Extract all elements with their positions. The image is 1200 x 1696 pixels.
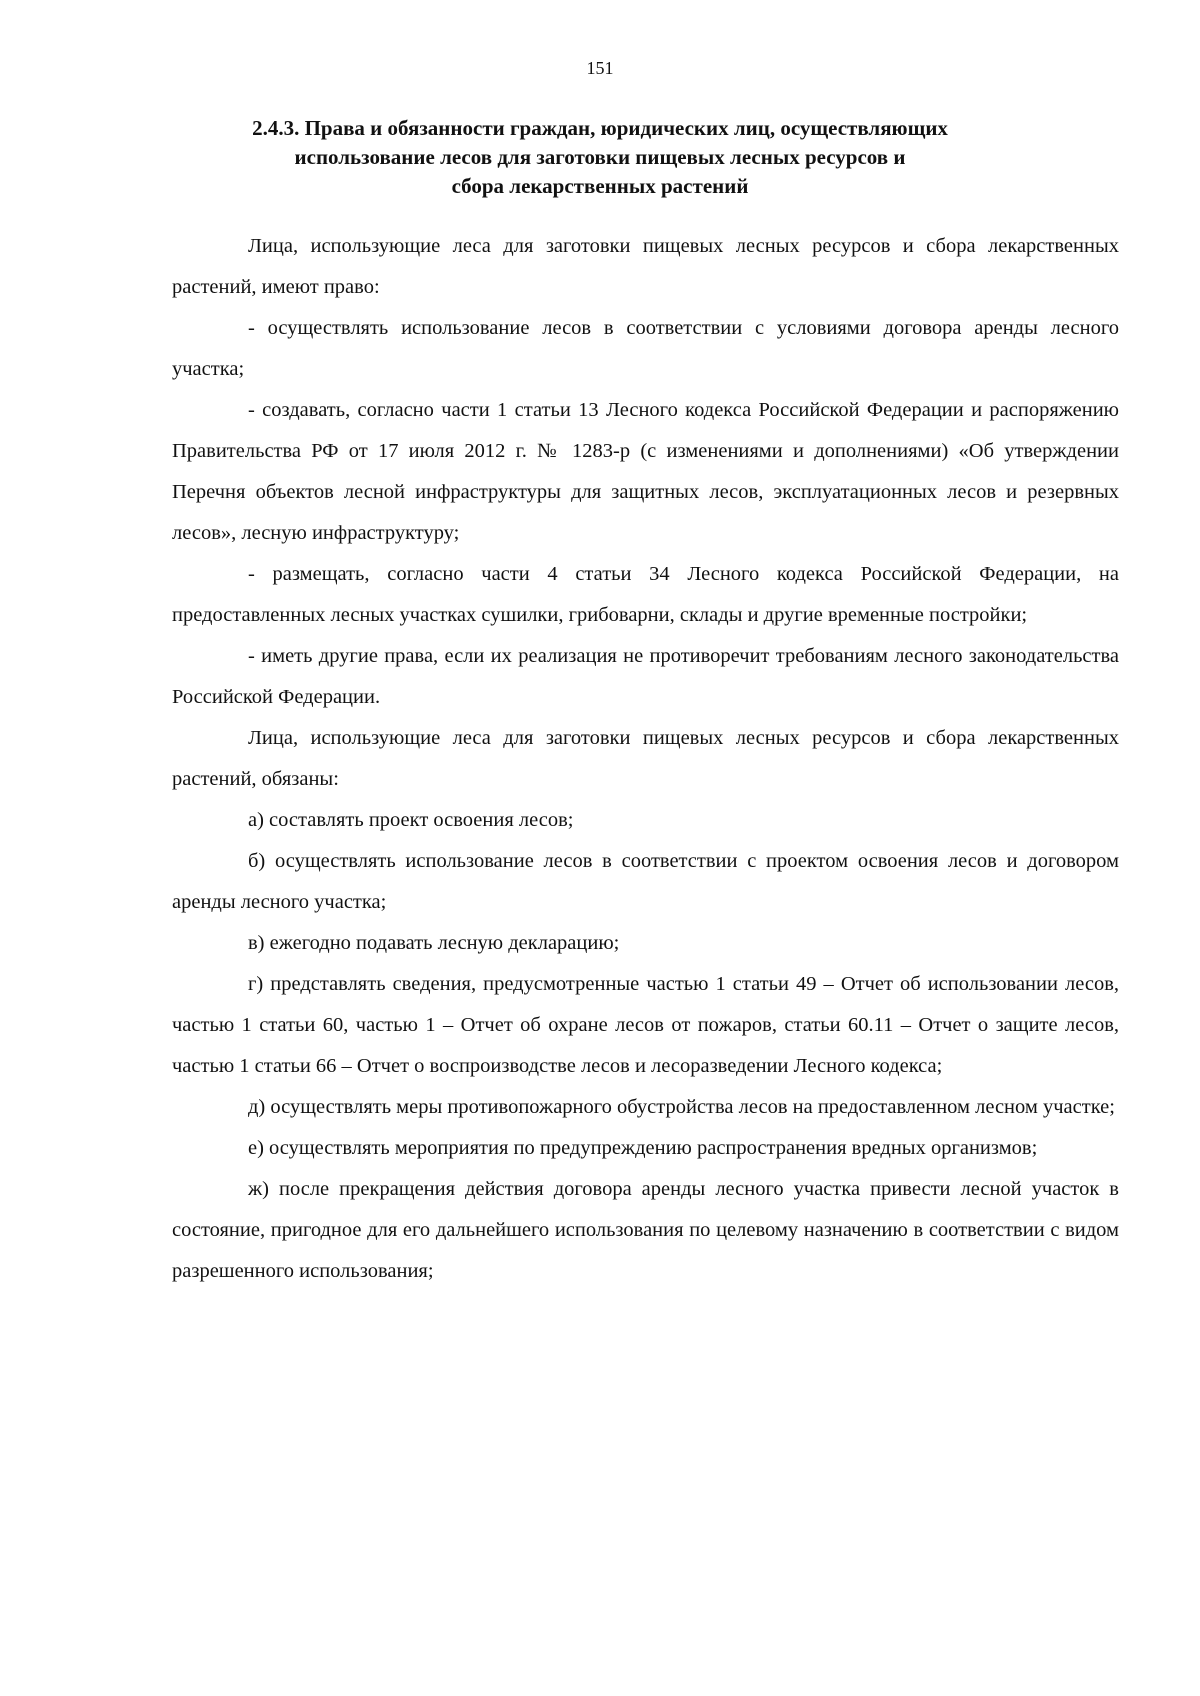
- paragraph-intro-rights: Лица, использующие леса для заготовки пищевых лесных ресурсов и сбора лекарственных растений, имеют право:: [172, 235, 1119, 298]
- section-heading-line-3: сбора лекарственных растений: [451, 174, 749, 198]
- paragraph-obligation-a: а) составлять проект освоения лесов;: [248, 809, 574, 831]
- paragraph-obligation-g: г) представлять сведения, предусмотренные частью 1 статьи 49 – Отчет об использовании лесов, частью 1 статьи 60, частью 1 – Отчет об охране лесов от пожаров, статьи 60.11 – Отчет о защите лесов, частью 1 статьи 66 – Отчет о воспроизводстве лесов и лесоразведении Лесного кодекса;: [172, 973, 1119, 1077]
- paragraph-obligation-d: д) осуществлять меры противопожарного обустройства лесов на предоставленном лесном участке;: [248, 1096, 1115, 1118]
- page-number: 151: [586, 58, 614, 78]
- section-heading-line-2: использование лесов для заготовки пищевых лесных ресурсов и: [294, 145, 906, 169]
- section-heading-line-1: 2.4.3. Права и обязанности граждан, юридических лиц, осуществляющих: [252, 116, 948, 140]
- paragraph-obligation-v: в) ежегодно подавать лесную декларацию;: [248, 932, 620, 954]
- paragraph-right-create-infrastructure: - создавать, согласно части 1 статьи 13 Лесного кодекса Российской Федерации и распоряжению Правительства РФ от 17 июля 2012 г. № 1283-р (с изменениями и дополнениями) «Об утверждении Перечня объектов лесной инфраструктуры для защитных лесов, эксплуатационных лесов и резервных лесов», лесную инфраструктуру;: [172, 399, 1119, 544]
- paragraph-right-use-forests: - осуществлять использование лесов в соответствии с условиями договора аренды лесного участка;: [172, 317, 1119, 380]
- paragraph-intro-obligations: Лица, использующие леса для заготовки пищевых лесных ресурсов и сбора лекарственных растений, обязаны:: [172, 727, 1119, 790]
- paragraph-obligation-e: е) осуществлять мероприятия по предупреждению распространения вредных организмов;: [248, 1137, 1038, 1159]
- paragraph-right-other: - иметь другие права, если их реализация не противоречит требованиям лесного законодательства Российской Федерации.: [172, 645, 1119, 708]
- section-heading: [200, 114, 1000, 201]
- paragraph-obligation-zh: ж) после прекращения действия договора аренды лесного участка привести лесной участок в состояние, пригодное для его дальнейшего использования по целевому назначению в соответствии с видом разрешенного использования;: [172, 1178, 1119, 1282]
- paragraph-right-place-buildings: - размещать, согласно части 4 статьи 34 Лесного кодекса Российской Федерации, на предоставленных лесных участках сушилки, грибоварни, склады и другие временные постройки;: [172, 563, 1119, 626]
- body-text: [172, 226, 1119, 1292]
- paragraph-obligation-b: б) осуществлять использование лесов в соответствии с проектом освоения лесов и договором аренды лесного участка;: [172, 850, 1119, 913]
